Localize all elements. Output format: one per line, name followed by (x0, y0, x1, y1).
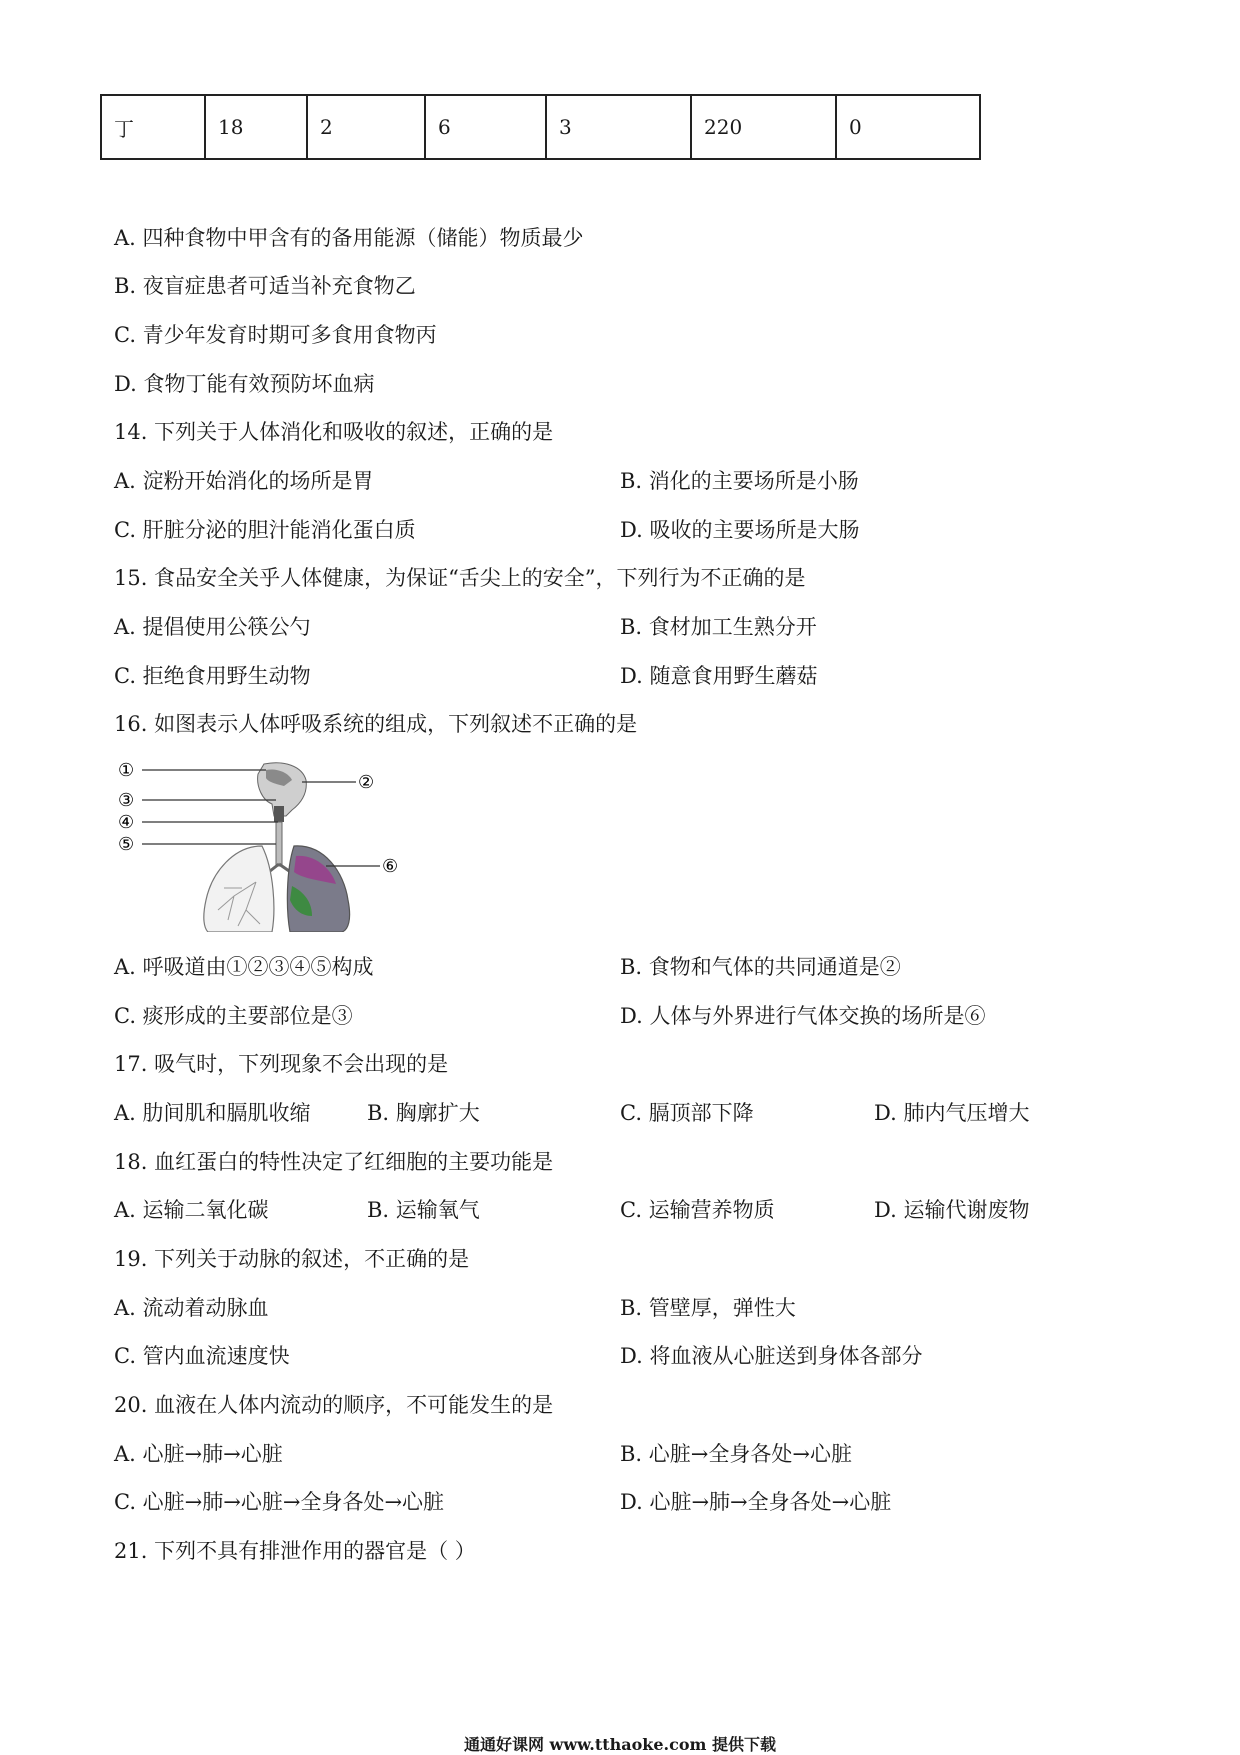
table-cell: 3 (546, 95, 691, 159)
option-d: D. 心脏→肺→全身各处→心脏 (620, 1490, 892, 1514)
figure-label-1: ① (118, 760, 135, 781)
question-stem: 17. 吸气时，下列现象不会出现的是 (114, 1052, 449, 1076)
option-c: C. 拒绝食用野生动物 (114, 664, 311, 688)
option-b: B. 食材加工生熟分开 (620, 615, 817, 639)
option-d: D. 肺内气压增大 (874, 1101, 1030, 1125)
trachea-shape (276, 822, 282, 866)
question-stem: 16. 如图表示人体呼吸系统的组成，下列叙述不正确的是 (114, 712, 638, 736)
table-cell: 220 (691, 95, 836, 159)
option-b: B. 胸廓扩大 (367, 1101, 480, 1125)
option-b: B. 夜盲症患者可适当补充食物乙 (114, 274, 416, 298)
question-stem: 18. 血红蛋白的特性决定了红细胞的主要功能是 (114, 1150, 554, 1174)
option-b: B. 食物和气体的共同通道是② (620, 955, 901, 979)
option-d: D. 随意食用野生蘑菇 (620, 664, 818, 688)
option-d: D. 运输代谢废物 (874, 1198, 1030, 1222)
larynx-shape (274, 806, 284, 822)
option-c: C. 肝脏分泌的胆汁能消化蛋白质 (114, 518, 416, 542)
figure-label-5: ⑤ (118, 834, 135, 855)
option-a: A. 淀粉开始消化的场所是胃 (114, 469, 374, 493)
figure-label-6: ⑥ (382, 856, 399, 877)
question-stem: 20. 血液在人体内流动的顺序，不可能发生的是 (114, 1393, 554, 1417)
option-a: A. 四种食物中甲含有的备用能源（储能）物质最少 (114, 226, 584, 250)
table-cell: 0 (836, 95, 980, 159)
option-a: A. 运输二氧化碳 (114, 1198, 269, 1222)
option-a: A. 提倡使用公筷公勺 (114, 615, 311, 639)
question-stem: 15. 食品安全关乎人体健康，为保证“舌尖上的安全”，下列行为不正确的是 (114, 566, 806, 590)
figure-label-2: ② (358, 772, 375, 793)
figure-label-4: ④ (118, 812, 135, 833)
respiratory-system-figure (116, 760, 436, 932)
table-cell: 6 (425, 95, 546, 159)
option-d: D. 吸收的主要场所是大肠 (620, 518, 860, 542)
option-d: D. 食物丁能有效预防坏血病 (114, 372, 375, 396)
option-a: A. 心脏→肺→心脏 (114, 1442, 283, 1466)
question-stem: 19. 下列关于动脉的叙述，不正确的是 (114, 1247, 470, 1271)
question-stem: 21. 下列不具有排泄作用的器官是（ ） (114, 1539, 476, 1563)
option-b: B. 心脏→全身各处→心脏 (620, 1442, 852, 1466)
option-b: B. 管壁厚，弹性大 (620, 1296, 796, 1320)
table-cell: 18 (205, 95, 307, 159)
option-c: C. 痰形成的主要部位是③ (114, 1004, 353, 1028)
left-lung-shape (204, 846, 274, 932)
option-a: A. 肋间肌和膈肌收缩 (114, 1101, 311, 1125)
option-a: A. 流动着动脉血 (114, 1296, 269, 1320)
table-cell: 2 (307, 95, 425, 159)
page-footer: 通通好课网 www.tthaoke.com 提供下载 (463, 1735, 777, 1754)
option-a: A. 呼吸道由①②③④⑤构成 (114, 955, 374, 979)
option-c: C. 膈顶部下降 (620, 1101, 754, 1125)
option-b: B. 消化的主要场所是小肠 (620, 469, 859, 493)
figure-label-3: ③ (118, 790, 135, 811)
food-table-fragment (100, 94, 981, 160)
option-b: B. 运输氧气 (367, 1198, 480, 1222)
option-c: C. 运输营养物质 (620, 1198, 775, 1222)
table-row (101, 95, 980, 159)
option-c: C. 青少年发育时期可多食用食物丙 (114, 323, 437, 347)
option-c: C. 心脏→肺→心脏→全身各处→心脏 (114, 1490, 445, 1514)
option-c: C. 管内血流速度快 (114, 1344, 290, 1368)
table-cell: 丁 (101, 95, 205, 159)
option-d: D. 将血液从心脏送到身体各部分 (620, 1344, 923, 1368)
option-d: D. 人体与外界进行气体交换的场所是⑥ (620, 1004, 986, 1028)
question-stem: 14. 下列关于人体消化和吸收的叙述，正确的是 (114, 420, 554, 444)
